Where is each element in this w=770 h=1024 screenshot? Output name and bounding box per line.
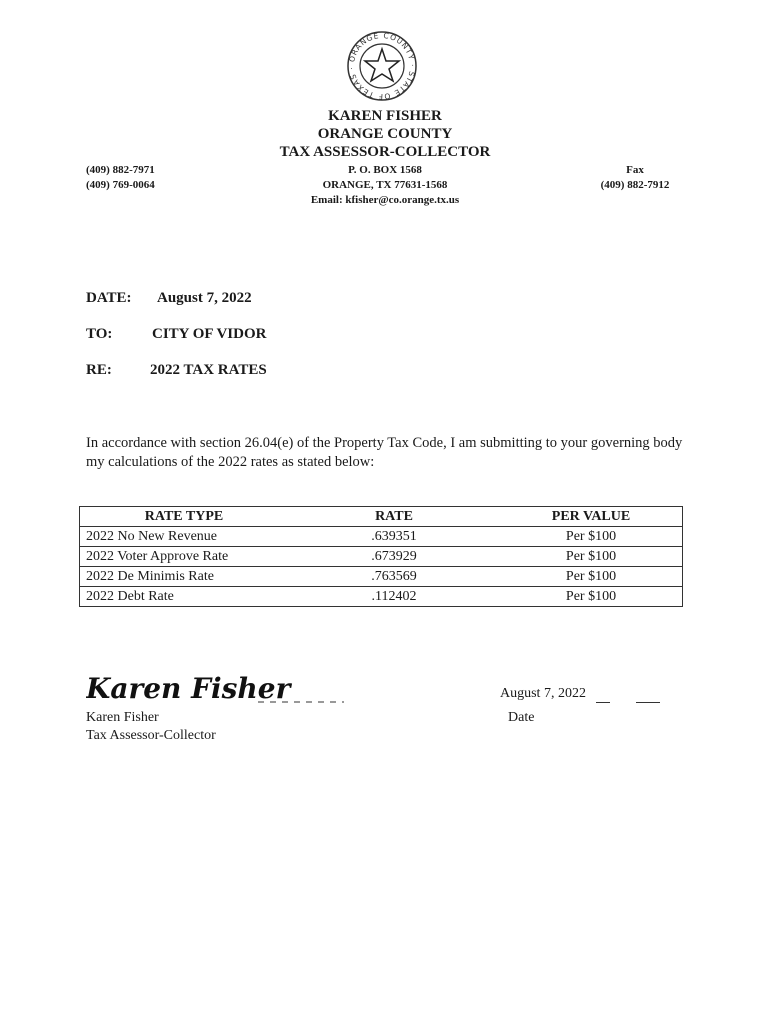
rate-cell: .673929	[288, 547, 500, 567]
rate-cell: .763569	[288, 567, 500, 587]
signer-name: Karen Fisher	[86, 710, 159, 725]
per-value-cell: Per $100	[500, 547, 683, 567]
phone-1: (409) 882-7971	[86, 164, 155, 176]
header-county: ORANGE COUNTY	[317, 126, 453, 142]
header-name: KAREN FISHER	[328, 108, 442, 124]
date-label: DATE:	[86, 290, 132, 306]
table-header-row	[80, 507, 683, 527]
date-value: August 7, 2022	[157, 290, 252, 306]
table-row	[80, 527, 683, 547]
signature-date: August 7, 2022	[500, 686, 586, 701]
rate-type-cell: 2022 No New Revenue	[80, 527, 289, 547]
signature-script: Karen Fisher	[86, 672, 291, 705]
email-address: Email: kfisher@co.orange.tx.us	[310, 194, 460, 206]
per-value-cell: Per $100	[500, 587, 683, 607]
re-label: RE:	[86, 362, 112, 378]
date-underline	[596, 702, 610, 703]
table-row	[80, 587, 683, 607]
table-row	[80, 567, 683, 587]
to-value: CITY OF VIDOR	[152, 326, 267, 342]
table-row	[80, 547, 683, 567]
re-value: 2022 TAX RATES	[150, 362, 267, 378]
signer-title: Tax Assessor-Collector	[86, 728, 216, 743]
rate-cell: .112402	[288, 587, 500, 607]
rate-type-cell: 2022 Debt Rate	[80, 587, 289, 607]
header-rate-type: RATE TYPE	[80, 507, 289, 527]
phone-2: (409) 769-0064	[86, 179, 155, 191]
header-rate: RATE	[288, 507, 500, 527]
per-value-cell: Per $100	[500, 527, 683, 547]
handwritten-signature	[86, 670, 346, 710]
body-paragraph: In accordance with section 26.04(e) of the Property Tax Code, I am submitting to your governing body my calculations of the 2022 rates as stated below:	[86, 435, 683, 470]
header-title: TAX ASSESSOR-COLLECTOR	[279, 144, 491, 160]
rates-table	[79, 506, 683, 607]
date-underline-2	[636, 702, 660, 703]
county-seal	[346, 30, 418, 102]
to-label: TO:	[86, 326, 113, 342]
rate-cell: .639351	[288, 527, 500, 547]
seal-icon	[346, 30, 418, 102]
rate-type-cell: 2022 Voter Approve Rate	[80, 547, 289, 567]
city-state-zip: ORANGE, TX 77631-1568	[322, 179, 448, 191]
date-caption: Date	[508, 710, 535, 725]
fax-number: (409) 882-7912	[600, 179, 670, 191]
fax-label: Fax	[626, 164, 644, 176]
po-box: P. O. BOX 1568	[348, 164, 422, 176]
per-value-cell: Per $100	[500, 567, 683, 587]
svg-text:ORANGE COUNTY · STATE OF TEXAS: ORANGE COUNTY · STATE OF TEXAS ·	[346, 30, 418, 102]
header-per-value: PER VALUE	[500, 507, 683, 527]
rate-type-cell: 2022 De Minimis Rate	[80, 567, 289, 587]
